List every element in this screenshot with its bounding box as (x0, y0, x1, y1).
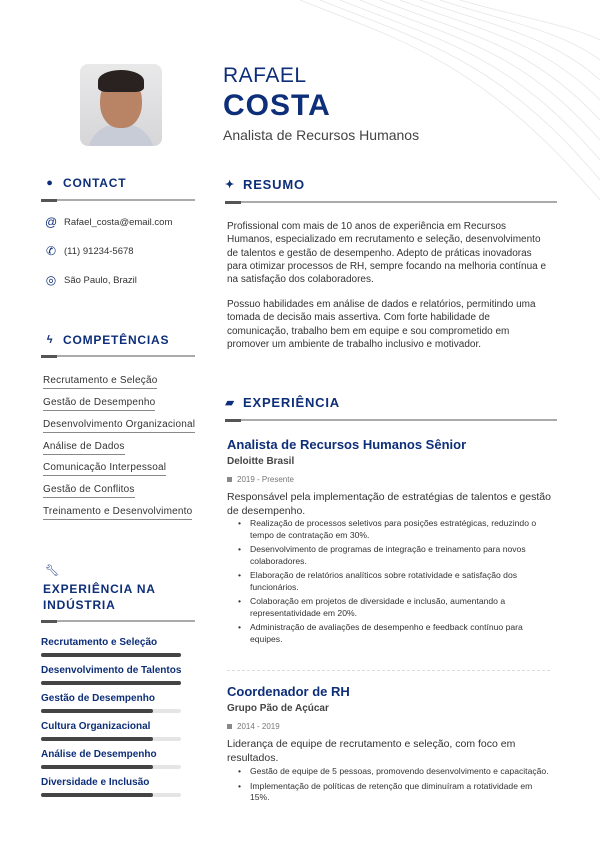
divider (41, 620, 195, 622)
location-text: São Paulo, Brazil (64, 274, 137, 286)
industry-skill-bar (41, 737, 181, 741)
job-dates (227, 475, 294, 484)
skill-item: Comunicação Interpessoal (43, 462, 166, 476)
job-bullets (250, 766, 550, 807)
job-dates-text: 2019 - Presente (237, 475, 294, 484)
industry-skill-bar-fill (41, 765, 153, 769)
job-bullet: • Implementação de políticas de retenção que diminuíram a rotatividade em 15%. (250, 781, 550, 804)
job-description: Liderança de equipe de recrutamento e seleção, com foco em resultados. (227, 738, 516, 764)
phone-text: (11) 91234-5678 (64, 245, 134, 257)
industry-skill-bar (41, 709, 181, 713)
job-bullet: • Gestão de equipe de 5 pessoas, promovendo desenvolvimento e capacitação. (250, 766, 550, 778)
competencias-heading (45, 333, 169, 347)
job-description: Responsável pela implementação de estratégias de talentos e gestão de desempenho. (227, 491, 551, 517)
experiencia-heading (225, 395, 340, 410)
skill-item: Desenvolvimento Organizacional (43, 419, 195, 433)
summary-paragraph: Possuo habilidades em análise de dados e relatórios, permitindo uma tomada de decisão mais assertiva. Com forte habilidade de comunicação, trabalho bem em equipe e sou comprometido em promover um ambiente de trabalho inclusivo e motivador. (227, 299, 536, 350)
wrench-icon: 🔧︎ (45, 565, 59, 577)
industry-skill-label: Diversidade e Inclusão (41, 777, 150, 788)
last-name: COSTA (223, 89, 331, 122)
job-title: Analista de Recursos Humanos Sênior (227, 437, 467, 452)
divider (225, 201, 557, 203)
resumo-title: RESUMO (243, 177, 305, 192)
industry-skill-bar (41, 653, 181, 657)
job-divider (227, 670, 550, 671)
industry-skill-bar (41, 765, 181, 769)
industria-heading (43, 581, 156, 613)
briefcase-icon: ▰ (225, 397, 235, 409)
industry-skill-bar-fill (41, 681, 181, 685)
industry-skill-label: Análise de Desempenho (41, 749, 157, 760)
skill-item: Treinamento e Desenvolvimento (43, 506, 192, 520)
contact-title: CONTACT (63, 176, 127, 190)
industry-skill-label: Desenvolvimento de Talentos (41, 665, 182, 676)
job-company: Deloitte Brasil (227, 456, 295, 467)
contact-phone (45, 244, 134, 258)
job-bullet: • Administração de avaliações de desempenho e feedback contínuo para equipes. (250, 622, 550, 645)
job-dates-text: 2014 - 2019 (237, 722, 280, 731)
contact-location (45, 273, 137, 287)
industry-skill-label: Cultura Organizacional (41, 721, 151, 732)
job-bullet: • Desenvolvimento de programas de integração e treinamento para novos colaboradores. (250, 544, 550, 567)
summary-paragraph: Profissional com mais de 10 anos de experiência em Recursos Humanos, especializado em recrutamento e seleção, desenvolvimento de talentos e gestão de desempenho. Adepto de práticas inovadoras para otimizar processos de RH, sempre focando na melhoria contínua e na satisfação dos colaboradores. (227, 221, 547, 286)
job-bullets (250, 518, 550, 648)
industry-skill-bar-fill (41, 793, 153, 797)
job-role: Analista de Recursos Humanos (223, 127, 420, 143)
job-bullet: • Elaboração de relatórios analíticos sobre rotatividade e satisfação dos funcionários. (250, 570, 550, 593)
job-bullet: • Colaboração em projetos de diversidade e inclusão, aumentando a representatividade em 20%. (250, 596, 550, 619)
skill-item: Análise de Dados (43, 441, 125, 455)
divider (225, 419, 557, 421)
calendar-icon (227, 477, 232, 482)
at-icon: @ (45, 215, 58, 229)
job-title: Coordenador de RH (227, 684, 350, 699)
first-name: RAFAEL (223, 64, 307, 87)
industry-skill-bar (41, 681, 181, 685)
profile-photo (80, 64, 162, 146)
bolt-icon: ϟ (46, 334, 54, 346)
industry-skill-bar-fill (41, 737, 153, 741)
experiencia-title: EXPERIÊNCIA (243, 395, 340, 410)
calendar-icon (227, 724, 232, 729)
industry-skill-label: Recrutamento e Seleção (41, 637, 158, 648)
sparkle-icon: ✦ (225, 179, 236, 191)
user-icon: ● (46, 177, 54, 189)
industry-skill-bar-fill (41, 709, 153, 713)
contact-heading (45, 176, 126, 190)
industria-title-1: EXPERIÊNCIA NA (43, 582, 156, 596)
job-bullet: • Realização de processos seletivos para posições estratégicas, reduzindo o tempo de contratação em 30%. (250, 518, 550, 541)
email-text: Rafael_costa@email.com (64, 216, 173, 228)
job-company: Grupo Pão de Açúcar (227, 703, 329, 714)
skill-item: Gestão de Desempenho (43, 397, 155, 411)
location-pin-icon: ◎ (45, 273, 57, 287)
divider (41, 199, 195, 201)
job-dates (227, 722, 280, 731)
skill-item: Gestão de Conflitos (43, 484, 135, 498)
skill-item: Recrutamento e Seleção (43, 375, 157, 389)
phone-icon: ✆ (45, 244, 57, 258)
industry-skill-bar-fill (41, 653, 181, 657)
competencias-title: COMPETÊNCIAS (63, 333, 170, 347)
divider (41, 355, 195, 357)
industry-skill-bar (41, 793, 181, 797)
industry-skill-label: Gestão de Desempenho (41, 693, 155, 704)
industria-title-2: INDÚSTRIA (43, 598, 116, 612)
contact-email[interactable] (45, 215, 172, 229)
resumo-heading (225, 177, 305, 192)
